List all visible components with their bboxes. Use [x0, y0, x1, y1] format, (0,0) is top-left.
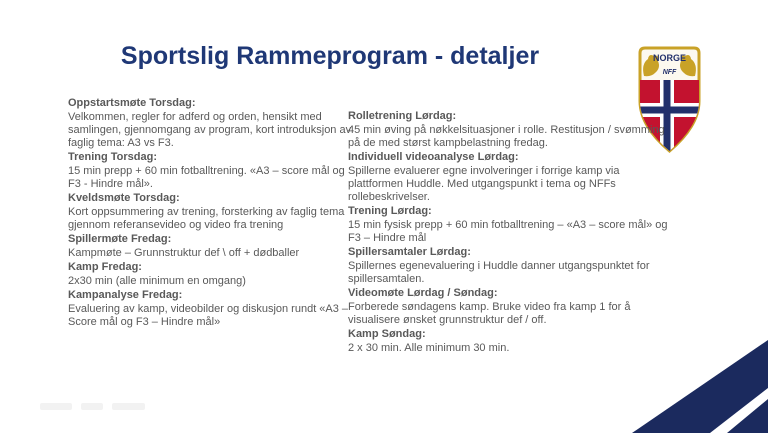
schedule-item — [68, 192, 358, 232]
schedule-item — [348, 328, 670, 355]
schedule-item-heading: Kveldsmøte Torsdag: — [68, 192, 180, 204]
schedule-item — [348, 205, 670, 245]
watermark-smudge — [81, 403, 103, 410]
schedule-item — [348, 151, 670, 204]
schedule-item-heading: Kampanalyse Fredag: — [68, 289, 183, 301]
schedule-item-body: Evaluering av kamp, videobilder og diskusjon rundt «A3 – Score mål og F3 – Hindre mål» — [68, 303, 349, 328]
schedule-item-heading: Kamp Søndag: — [348, 328, 426, 340]
schedule-item — [348, 246, 670, 286]
schedule-item — [348, 287, 670, 327]
schedule-item-heading: Trening Lørdag: — [348, 205, 432, 217]
schedule-item — [68, 261, 358, 288]
schedule-item-body: 15 min fysisk prepp + 60 min fotballtrening – «A3 – score mål» og F3 – Hindre mål — [348, 219, 668, 244]
schedule-item — [348, 110, 670, 150]
schedule-item-body: 45 min øving på nøkkelsituasjoner i rolle. Restitusjon / svømming på de med størst kampbelastning fredag. — [348, 124, 665, 149]
schedule-item-body: Velkommen, regler for adferd og orden, hensikt med samlingen, gjennomgang av program, kort introduksjon av faglig tema: A3 vs F3. — [68, 111, 352, 149]
schedule-item-body: Spillerne evaluerer egne involveringer i forrige kamp via plattformen Huddle. Med utgangspunkt i tema og NFFs rollebeskrivelser. — [348, 165, 620, 203]
watermark-smudge — [40, 403, 72, 410]
schedule-item-body: 15 min prepp + 60 min fotballtrening. «A3 – score mål og F3 - Hindre mål». — [68, 165, 345, 190]
schedule-item-heading: Trening Torsdag: — [68, 151, 158, 163]
schedule-column-left — [68, 96, 358, 329]
schedule-item-heading: Oppstartsmøte Torsdag: — [68, 97, 196, 109]
schedule-item-body: Kort oppsummering av trening, forsterking av faglig tema gjennom referansevideo og video fra trening — [68, 206, 345, 231]
schedule-item-body: Kampmøte – Grunnstruktur def \ off + dødballer — [68, 247, 300, 259]
schedule-column-right — [348, 109, 670, 355]
footer-watermark — [40, 403, 145, 410]
watermark-smudge — [112, 403, 145, 410]
schedule-item-body: Spillernes egenevaluering i Huddle danner utgangspunktet for spillersamtalen. — [348, 260, 650, 285]
corner-triangle — [727, 399, 768, 433]
slide-title: Sportslig Rammeprogram - detaljer — [120, 42, 540, 70]
schedule-item-body: 2 x 30 min. Alle minimum 30 min. — [348, 342, 510, 354]
schedule-item — [68, 233, 358, 260]
schedule-item — [68, 151, 358, 191]
schedule-item-heading: Individuell videoanalyse Lørdag: — [348, 151, 519, 163]
crest-nff-monogram: NFF — [662, 69, 677, 76]
schedule-item-body: Forberede søndagens kamp. Bruke video fra kamp 1 for å visualisere ønsket grunnstruktur def / off. — [348, 301, 631, 326]
schedule-item-heading: Spillersamtaler Lørdag: — [348, 246, 471, 258]
crest-country-label: NORGE — [652, 53, 687, 63]
schedule-item-heading: Rolletrening Lørdag: — [348, 110, 457, 122]
schedule-item-heading: Kamp Fredag: — [68, 261, 142, 273]
schedule-item-body: 2x30 min (alle minimum en omgang) — [68, 275, 246, 287]
schedule-item-heading: Spillermøte Fredag: — [68, 233, 172, 245]
schedule-item — [68, 289, 358, 329]
schedule-item — [68, 97, 358, 150]
schedule-item-heading: Videomøte Lørdag / Søndag: — [348, 287, 498, 299]
